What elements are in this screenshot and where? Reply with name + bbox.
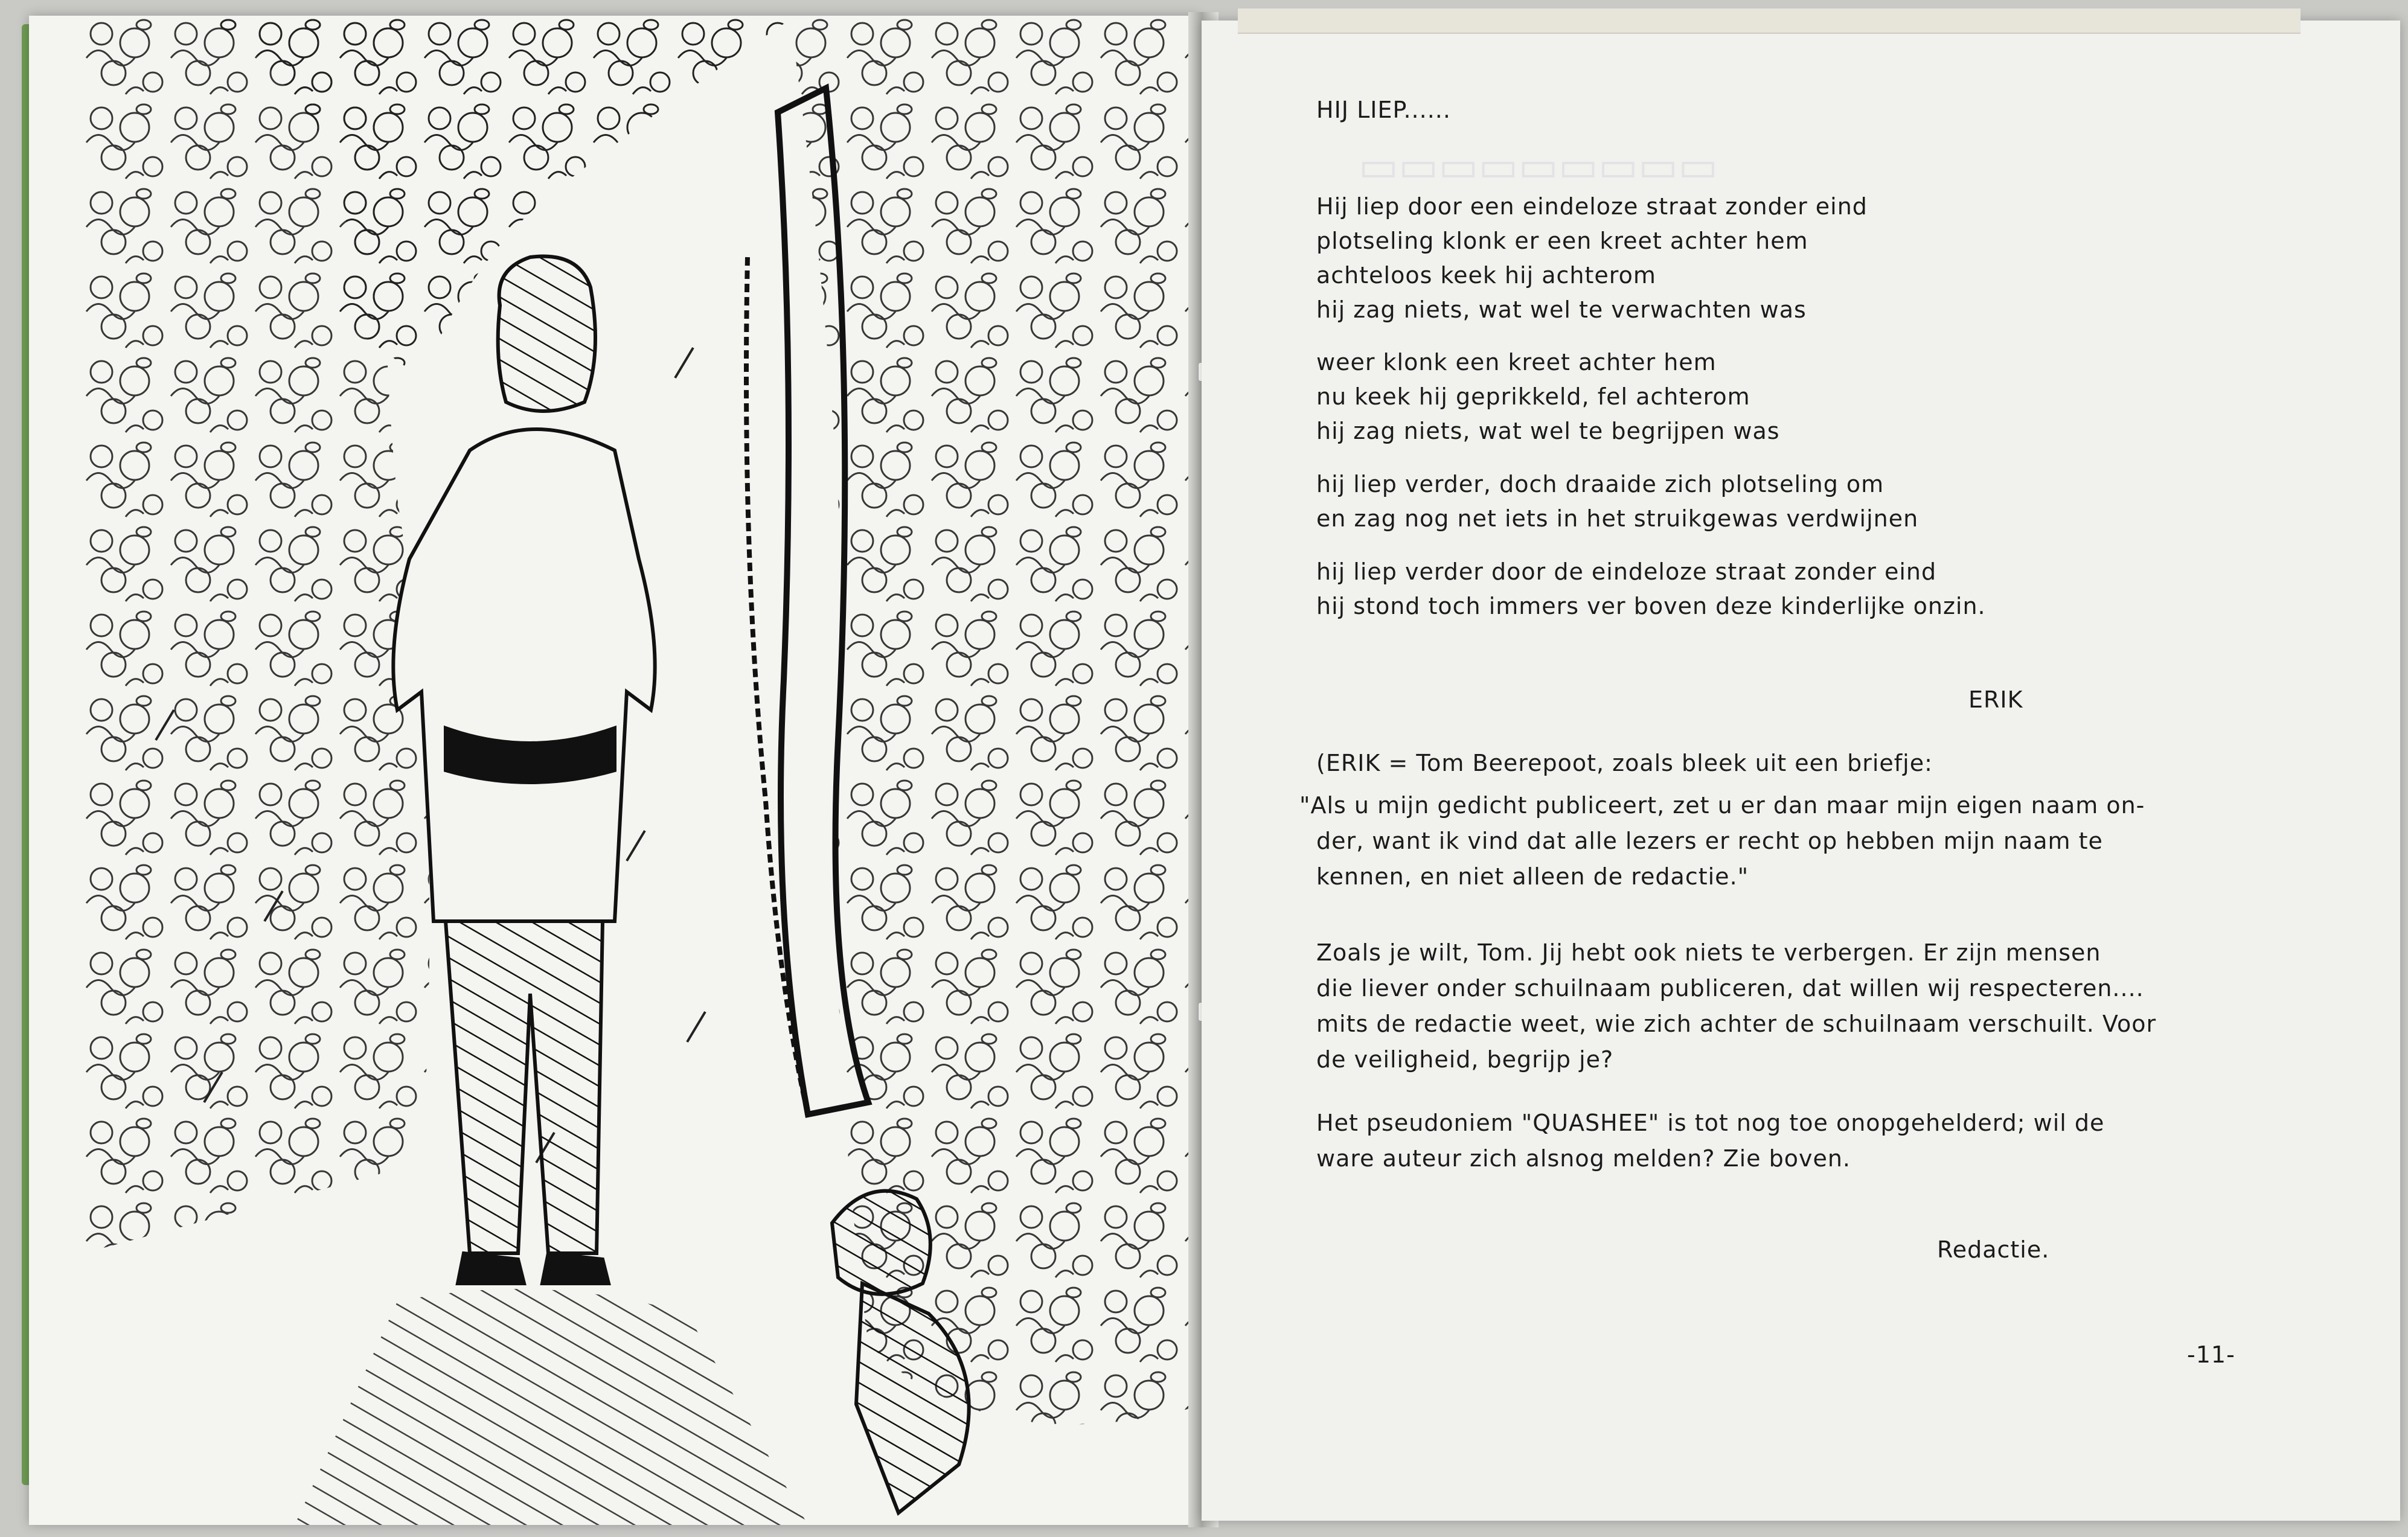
pseudonym-line: Het pseudoniem "QUASHEE" is tot nog toe onopgehelderd; wil de xyxy=(1316,1110,2105,1136)
poem-line: plotseling klonk er een kreet achter hem xyxy=(1316,228,1808,254)
poem-line: hij stond toch immers ver boven deze kinderlijke onzin. xyxy=(1316,593,1986,619)
page-number: -11- xyxy=(2187,1341,2235,1368)
path-shadow xyxy=(295,1289,808,1525)
poem-line: hij zag niets, wat wel te begrijpen was xyxy=(1316,418,1780,444)
walking-figure xyxy=(393,257,655,1283)
quote-line: kennen, en niet alleen de redactie." xyxy=(1316,863,1749,890)
left-page xyxy=(29,16,1200,1525)
poem-line: hij liep verder door de eindeloze straat zonder eind xyxy=(1316,558,1937,585)
show-through-text: ▭▭▭▭▭▭▭▭▭ xyxy=(1359,141,1718,191)
response-line: mits de redactie weet, wie zich achter de schuilnaam verschuilt. Voor xyxy=(1316,1011,2157,1037)
poem-title: HIJ LIEP...... xyxy=(1316,97,1451,123)
poem-signature: ERIK xyxy=(1968,686,2023,713)
quote-line: "Als u mijn gedicht publiceert, zet u er dan maar mijn eigen naam on- xyxy=(1299,792,2145,819)
pseudonym-line: ware auteur zich alsnog melden? Zie boven. xyxy=(1316,1145,1851,1172)
poem-line: hij liep verder, doch draaide zich plotseling om xyxy=(1316,471,1884,497)
poem-line: Hij liep door een eindeloze straat zonder eind xyxy=(1316,193,1868,220)
poem-line: nu keek hij geprikkeld, fel achterom xyxy=(1316,383,1750,410)
response-line: de veiligheid, begrijp je? xyxy=(1316,1046,1614,1073)
poem-line: weer klonk een kreet achter hem xyxy=(1316,349,1717,375)
poem-line: en zag nog net iets in het struikgewas verdwijnen xyxy=(1316,505,1919,532)
poem-line: hij zag niets, wat wel te verwachten was xyxy=(1316,296,1807,323)
response-line: Zoals je wilt, Tom. Jij hebt ook niets te verbergen. Er zijn mensen xyxy=(1316,939,2101,966)
ink-illustration xyxy=(83,16,1206,1525)
quote-line: der, want ik vind dat alle lezers er recht op hebben mijn naam te xyxy=(1316,828,2103,854)
closing-signature: Redactie. xyxy=(1937,1236,2050,1263)
response-line: die liever onder schuilnaam publiceren, dat willen wij respecteren.... xyxy=(1316,975,2144,1002)
page-edge-strip xyxy=(1238,8,2301,34)
note-intro: (ERIK = Tom Beerepoot, zoals bleek uit een briefje: xyxy=(1316,750,1933,776)
poem-line: achteloos keek hij achterom xyxy=(1316,262,1656,289)
